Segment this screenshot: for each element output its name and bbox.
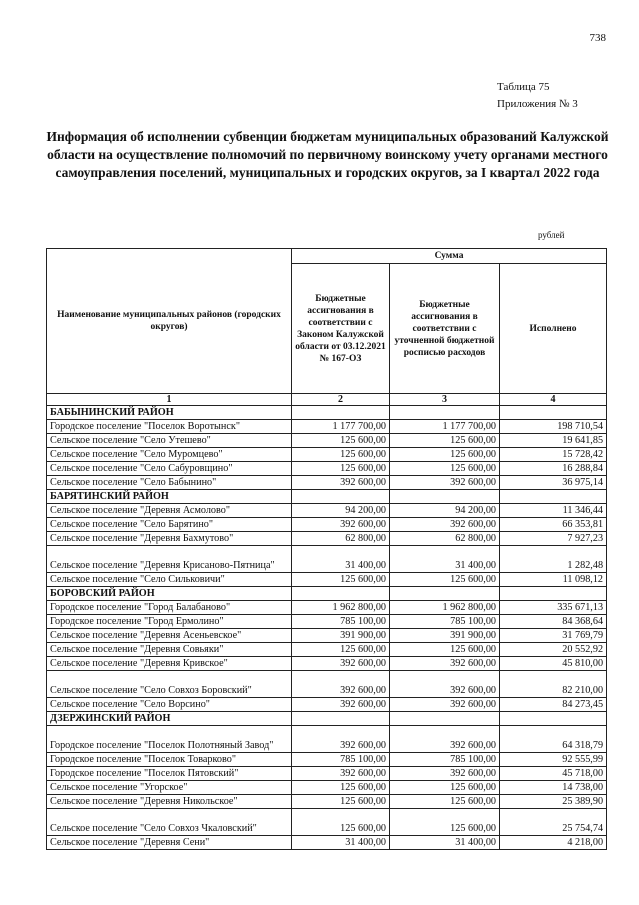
law-allocation-cell: 785 100,00 xyxy=(292,615,390,629)
executed-cell: 198 710,54 xyxy=(500,420,607,434)
refined-allocation-cell: 125 600,00 xyxy=(390,462,500,476)
settlement-name: Сельское поселение "Село Муромцево" xyxy=(47,448,292,462)
settlement-name: Сельское поселение "Деревня Асеньевское" xyxy=(47,629,292,643)
law-allocation-cell: 31 400,00 xyxy=(292,836,390,850)
refined-allocation-cell: 392 600,00 xyxy=(390,726,500,753)
table-row xyxy=(47,753,607,767)
refined-allocation-cell: 1 177 700,00 xyxy=(390,420,500,434)
refined-allocation-cell: 31 400,00 xyxy=(390,836,500,850)
table-row xyxy=(47,476,607,490)
district-name: ДЗЕРЖИНСКИЙ РАЙОН xyxy=(47,712,292,726)
empty-cell xyxy=(500,406,607,420)
empty-cell xyxy=(292,587,390,601)
settlement-name: Сельское поселение "Село Совхоз Боровский" xyxy=(47,671,292,698)
law-allocation-cell: 125 600,00 xyxy=(292,434,390,448)
refined-allocation-cell: 62 800,00 xyxy=(390,532,500,546)
settlement-name: Сельское поселение "Село Ворсино" xyxy=(47,698,292,712)
table-row xyxy=(47,434,607,448)
refined-allocation-cell: 785 100,00 xyxy=(390,753,500,767)
law-allocation-cell: 392 600,00 xyxy=(292,767,390,781)
executed-cell: 14 738,00 xyxy=(500,781,607,795)
settlement-name: Сельское поселение "Деревня Никольское" xyxy=(47,795,292,809)
executed-cell: 19 641,85 xyxy=(500,434,607,448)
empty-cell xyxy=(292,406,390,420)
executed-cell: 25 389,90 xyxy=(500,795,607,809)
table-row xyxy=(47,462,607,476)
executed-cell: 66 353,81 xyxy=(500,518,607,532)
executed-cell: 92 555,99 xyxy=(500,753,607,767)
refined-allocation-cell: 392 600,00 xyxy=(390,518,500,532)
refined-allocation-cell: 31 400,00 xyxy=(390,546,500,573)
refined-allocation-cell: 391 900,00 xyxy=(390,629,500,643)
executed-cell: 84 273,45 xyxy=(500,698,607,712)
settlement-name: Сельское поселение "Село Совхоз Чкаловский" xyxy=(47,809,292,836)
law-allocation-cell: 125 600,00 xyxy=(292,809,390,836)
executed-cell: 45 810,00 xyxy=(500,657,607,671)
law-allocation-cell: 392 600,00 xyxy=(292,698,390,712)
refined-allocation-cell: 785 100,00 xyxy=(390,615,500,629)
table-row xyxy=(47,809,607,836)
refined-allocation-cell: 125 600,00 xyxy=(390,448,500,462)
column-number: 4 xyxy=(500,394,607,406)
document-title: Информация об исполнении субвенции бюджетам муниципальных образований Калужской области на осуществление полномочий по первичному воинскому учету органами местного самоуправления поселений, муниципальных и городских округов, за I квартал 2022 года xyxy=(46,129,609,180)
empty-cell xyxy=(390,490,500,504)
table-row xyxy=(47,420,607,434)
table-row xyxy=(47,698,607,712)
settlement-name: Городское поселение "Поселок Товарково" xyxy=(47,753,292,767)
column-number: 3 xyxy=(390,394,500,406)
table-row xyxy=(47,657,607,671)
law-allocation-cell: 125 600,00 xyxy=(292,781,390,795)
appendix-label: Приложения № 3 xyxy=(497,98,578,110)
table-row xyxy=(47,518,607,532)
subvention-table xyxy=(46,248,607,850)
table-row xyxy=(47,615,607,629)
settlement-name: Сельское поселение "Село Утешево" xyxy=(47,434,292,448)
refined-allocation-cell: 392 600,00 xyxy=(390,476,500,490)
law-allocation-cell: 1 962 800,00 xyxy=(292,601,390,615)
table-row xyxy=(47,629,607,643)
executed-cell: 1 282,48 xyxy=(500,546,607,573)
refined-allocation-cell: 125 600,00 xyxy=(390,795,500,809)
law-allocation-cell: 392 600,00 xyxy=(292,518,390,532)
table-row xyxy=(47,448,607,462)
settlement-name: Городское поселение "Город Ермолино" xyxy=(47,615,292,629)
law-allocation-cell: 62 800,00 xyxy=(292,532,390,546)
law-allocation-cell: 392 600,00 xyxy=(292,476,390,490)
refined-allocation-cell: 94 200,00 xyxy=(390,504,500,518)
executed-cell: 82 210,00 xyxy=(500,671,607,698)
district-name: БАБЫНИНСКИЙ РАЙОН xyxy=(47,406,292,420)
empty-cell xyxy=(500,712,607,726)
empty-cell xyxy=(390,712,500,726)
district-row xyxy=(47,587,607,601)
executed-cell: 36 975,14 xyxy=(500,476,607,490)
executed-cell: 64 318,79 xyxy=(500,726,607,753)
refined-allocation-cell: 125 600,00 xyxy=(390,781,500,795)
refined-allocation-cell: 1 962 800,00 xyxy=(390,601,500,615)
table-row xyxy=(47,671,607,698)
executed-cell: 31 769,79 xyxy=(500,629,607,643)
refined-allocation-cell: 392 600,00 xyxy=(390,767,500,781)
empty-cell xyxy=(292,490,390,504)
district-name: БОРОВСКИЙ РАЙОН xyxy=(47,587,292,601)
executed-cell: 4 218,00 xyxy=(500,836,607,850)
table-reference xyxy=(497,79,578,113)
executed-cell: 84 368,64 xyxy=(500,615,607,629)
district-row xyxy=(47,406,607,420)
executed-cell: 11 346,44 xyxy=(500,504,607,518)
settlement-name: Сельское поселение "Деревня Асмолово" xyxy=(47,504,292,518)
settlement-name: Сельское поселение "Деревня Крисаново-Пятница" xyxy=(47,546,292,573)
refined-allocation-cell: 392 600,00 xyxy=(390,671,500,698)
table-row xyxy=(47,532,607,546)
table-label: Таблица 75 xyxy=(497,81,550,93)
law-allocation-cell: 392 600,00 xyxy=(292,671,390,698)
law-allocation-cell: 125 600,00 xyxy=(292,573,390,587)
refined-allocation-cell: 392 600,00 xyxy=(390,698,500,712)
refined-allocation-cell: 125 600,00 xyxy=(390,809,500,836)
settlement-name: Сельское поселение "Село Сильковичи" xyxy=(47,573,292,587)
table-body xyxy=(47,406,607,850)
settlement-name: Городское поселение "Город Балабаново" xyxy=(47,601,292,615)
empty-cell xyxy=(390,587,500,601)
table-row xyxy=(47,546,607,573)
empty-cell xyxy=(390,406,500,420)
law-allocation-cell: 125 600,00 xyxy=(292,795,390,809)
column-number: 1 xyxy=(47,394,292,406)
settlement-name: Сельское поселение "Село Сабуровщино" xyxy=(47,462,292,476)
column-number: 2 xyxy=(292,394,390,406)
empty-cell xyxy=(500,587,607,601)
table-row xyxy=(47,504,607,518)
empty-cell xyxy=(292,712,390,726)
settlement-name: Сельское поселение "Деревня Сени" xyxy=(47,836,292,850)
table-row xyxy=(47,767,607,781)
table-row xyxy=(47,836,607,850)
table-row xyxy=(47,795,607,809)
law-allocation-cell: 785 100,00 xyxy=(292,753,390,767)
table-row xyxy=(47,601,607,615)
law-allocation-cell: 31 400,00 xyxy=(292,546,390,573)
settlement-name: Сельское поселение "Деревня Совьяки" xyxy=(47,643,292,657)
law-allocation-cell: 94 200,00 xyxy=(292,504,390,518)
law-allocation-cell: 125 600,00 xyxy=(292,643,390,657)
column-header-executed: Исполнено xyxy=(500,264,607,394)
law-allocation-cell: 125 600,00 xyxy=(292,448,390,462)
law-allocation-cell: 392 600,00 xyxy=(292,726,390,753)
settlement-name: Сельское поселение "Село Бабынино" xyxy=(47,476,292,490)
table-row xyxy=(47,781,607,795)
settlement-name: Городское поселение "Поселок Воротынск" xyxy=(47,420,292,434)
executed-cell: 45 718,00 xyxy=(500,767,607,781)
executed-cell: 16 288,84 xyxy=(500,462,607,476)
law-allocation-cell: 391 900,00 xyxy=(292,629,390,643)
refined-allocation-cell: 392 600,00 xyxy=(390,657,500,671)
refined-allocation-cell: 125 600,00 xyxy=(390,434,500,448)
column-header-law-allocation: Бюджетные ассигнования в соответствии с Законом Калужской области от 03.12.2021 № 167-ОЗ xyxy=(292,264,390,394)
law-allocation-cell: 392 600,00 xyxy=(292,657,390,671)
refined-allocation-cell: 125 600,00 xyxy=(390,643,500,657)
empty-cell xyxy=(500,490,607,504)
table-row xyxy=(47,726,607,753)
law-allocation-cell: 125 600,00 xyxy=(292,462,390,476)
law-allocation-cell: 1 177 700,00 xyxy=(292,420,390,434)
executed-cell: 335 671,13 xyxy=(500,601,607,615)
executed-cell: 15 728,42 xyxy=(500,448,607,462)
district-row xyxy=(47,712,607,726)
settlement-name: Сельское поселение "Деревня Бахмутово" xyxy=(47,532,292,546)
settlement-name: Сельское поселение "Деревня Кривское" xyxy=(47,657,292,671)
executed-cell: 7 927,23 xyxy=(500,532,607,546)
settlement-name: Сельское поселение "Угорское" xyxy=(47,781,292,795)
settlement-name: Сельское поселение "Село Барятино" xyxy=(47,518,292,532)
executed-cell: 25 754,74 xyxy=(500,809,607,836)
executed-cell: 20 552,92 xyxy=(500,643,607,657)
district-name: БАРЯТИНСКИЙ РАЙОН xyxy=(47,490,292,504)
table-row xyxy=(47,643,607,657)
page-number: 738 xyxy=(589,32,606,44)
settlement-name: Городское поселение "Поселок Пятовский" xyxy=(47,767,292,781)
column-group-sum: Сумма xyxy=(292,249,607,264)
table-row xyxy=(47,573,607,587)
column-header-name: Наименование муниципальных районов (городских округов) xyxy=(47,249,292,394)
column-header-refined-allocation: Бюджетные ассигнования в соответствии с уточненной бюджетной росписью расходов xyxy=(390,264,500,394)
settlement-name: Городское поселение "Поселок Полотняный Завод" xyxy=(47,726,292,753)
district-row xyxy=(47,490,607,504)
executed-cell: 11 098,12 xyxy=(500,573,607,587)
refined-allocation-cell: 125 600,00 xyxy=(390,573,500,587)
units-label: рублей xyxy=(538,230,565,240)
